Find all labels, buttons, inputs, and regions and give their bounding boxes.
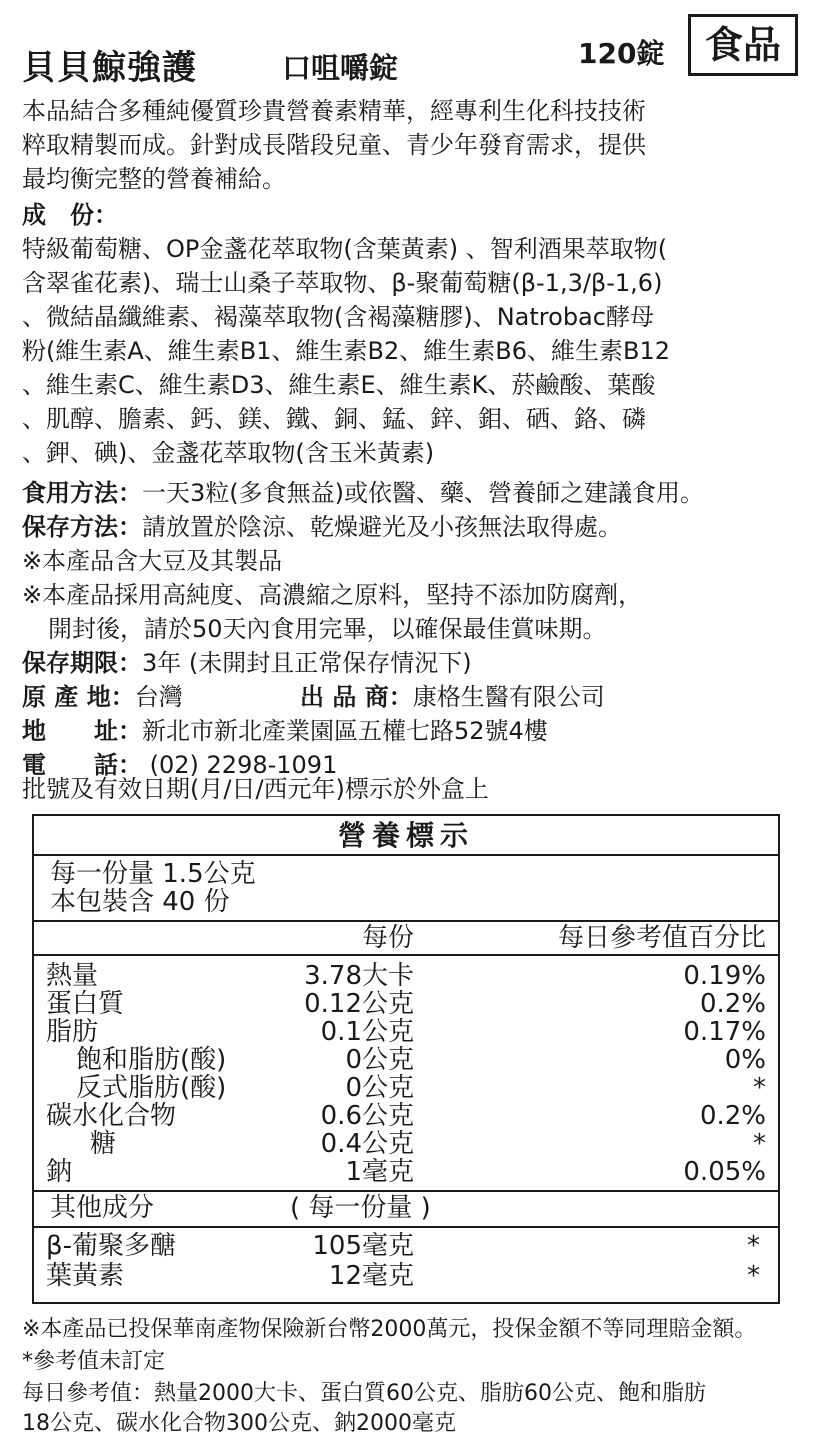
nutrient-name: 鈉	[46, 1157, 73, 1187]
col-daily-value: 每日參考值百分比	[557, 923, 766, 953]
other-daily: *	[747, 1261, 760, 1291]
usage-text: 一天3粒(多食無益)或依醫、藥、營養師之建議食用。	[142, 479, 704, 507]
nutrient-name: 飽和脂肪(酸)	[76, 1045, 227, 1075]
other-name: β-葡聚多醣	[46, 1231, 176, 1261]
nutrient-value: 0公克	[345, 1073, 414, 1103]
storage-row	[22, 510, 622, 544]
divider	[34, 920, 778, 922]
daily-reference-line-2: 18公克、碳水化合物300公克、鈉2000毫克	[22, 1411, 456, 1436]
nutrient-daily: 0.2%	[699, 989, 766, 1019]
nutrient-daily: *	[753, 1073, 766, 1103]
soy-note: ※本產品含大豆及其製品	[22, 547, 283, 575]
food-badge: 食品	[688, 14, 798, 76]
preservative-note: ※本產品採用高純度、高濃縮之原料，堅持不添加防腐劑，	[22, 581, 643, 609]
intro-line-1: 本品結合多種純優質珍貴營養素精華，經專利生化科技技術	[22, 97, 646, 125]
insurance-note: ※本產品已投保華南產物保險新台幣2000萬元，投保金額不等同理賠金額。	[22, 1317, 757, 1342]
intro-line-2: 粹取精製而成。針對成長階段兒童、青少年發育需求，提供	[22, 131, 646, 159]
other-ingredients-label: 其他成分	[50, 1193, 155, 1223]
other-value: 105毫克	[312, 1231, 414, 1261]
other-ingredients-unit: ( 每一份量 )	[290, 1193, 431, 1223]
usage-row	[22, 476, 704, 510]
manufacturer-row	[300, 680, 605, 714]
nutrient-value: 0.12公克	[304, 989, 414, 1019]
nutrient-daily: 0.17%	[683, 1017, 766, 1047]
origin-text: 台灣	[134, 683, 183, 711]
other-daily: *	[747, 1231, 760, 1261]
tablet-count: 120錠	[578, 37, 665, 70]
divider	[34, 1226, 778, 1228]
manufacturer-label: 出 品 商：	[300, 683, 413, 711]
nutrient-daily: *	[753, 1129, 766, 1159]
ingredients-line: 特級葡萄糖、OP金盞花萃取物(含葉黃素) 、智利酒果萃取物(	[22, 235, 668, 263]
nutrient-value: 0公克	[345, 1045, 414, 1075]
usage-label: 食用方法：	[22, 479, 142, 507]
nutrient-value: 3.78大卡	[304, 961, 414, 991]
opening-note: 開封後，請於50天內食用完畢，以確保最佳賞味期。	[48, 615, 607, 643]
divider	[34, 854, 778, 856]
shelf-life-label: 保存期限：	[22, 649, 142, 677]
ingredients-line: 含翠雀花素)、瑞士山桑子萃取物、β-聚葡萄糖(β-1,3/β-1,6)	[22, 269, 663, 297]
nutrient-value: 0.6公克	[320, 1101, 414, 1131]
nutrition-table	[32, 814, 780, 1304]
nutrient-daily: 0.05%	[683, 1157, 766, 1187]
nutrition-title: 營養標示	[337, 819, 474, 852]
shelf-life-text: 3年 (未開封且正常保存情況下)	[142, 649, 472, 677]
col-per-serving: 每份	[361, 923, 414, 953]
address-label: 地 址：	[22, 717, 142, 745]
phone-text: (02) 2298-1091	[142, 751, 338, 779]
manufacturer-text: 康格生醫有限公司	[412, 683, 605, 711]
origin-row	[22, 680, 183, 714]
nutrient-value: 0.1公克	[320, 1017, 414, 1047]
divider	[34, 1190, 778, 1192]
address-text: 新北市新北產業園區五權七路52號4樓	[142, 717, 548, 745]
servings-per-pack: 本包裝含 40 份	[50, 887, 230, 917]
daily-reference-line-1: 每日參考值：熱量2000大卡、蛋白質60公克、脂肪60公克、飽和脂肪	[22, 1381, 706, 1406]
intro-line-3: 最均衡完整的營養補給。	[22, 165, 286, 193]
ingredients-line: 、維生素C、維生素D3、維生素E、維生素K、菸鹼酸、葉酸	[22, 371, 656, 399]
reference-note: *參考值未訂定	[22, 1349, 166, 1374]
ingredients-label: 成 份：	[22, 201, 118, 229]
nutrient-name: 熱量	[46, 961, 99, 991]
nutrient-daily: 0.2%	[699, 1101, 766, 1131]
nutrient-daily: 0%	[724, 1045, 766, 1075]
ingredients-line: 粉(維生素A、維生素B1、維生素B2、維生素B6、維生素B12	[22, 337, 670, 365]
address-row	[22, 714, 548, 748]
serving-size: 每一份量 1.5公克	[50, 859, 256, 889]
ingredients-line: 、鉀、碘)、金盞花萃取物(含玉米黃素)	[22, 439, 435, 467]
shelf-life-row	[22, 646, 472, 680]
ingredients-line: 、微結晶纖維素、褐藻萃取物(含褐藻糖膠)、Natrobac酵母	[22, 303, 654, 331]
other-name: 葉黃素	[46, 1261, 125, 1291]
nutrient-name: 反式脂肪(酸)	[76, 1073, 227, 1103]
nutrient-daily: 0.19%	[683, 961, 766, 991]
nutrient-name: 碳水化合物	[46, 1101, 177, 1131]
nutrient-name: 糖	[90, 1129, 117, 1159]
ingredients-line: 、肌醇、膽素、鈣、鎂、鐵、銅、錳、鋅、鉬、硒、鉻、磷	[22, 405, 646, 433]
storage-label: 保存方法：	[22, 513, 142, 541]
nutrient-value: 1毫克	[345, 1157, 414, 1187]
product-subtitle: 口咀嚼錠	[282, 51, 399, 85]
other-value: 12毫克	[328, 1261, 414, 1291]
phone-label: 電 話：	[22, 751, 142, 779]
storage-text: 請放置於陰涼、乾燥避光及小孩無法取得處。	[142, 513, 622, 541]
nutrient-name: 蛋白質	[46, 989, 125, 1019]
nutrient-name: 脂肪	[46, 1017, 99, 1047]
origin-label: 原 產 地：	[22, 683, 135, 711]
batch-note: 批號及有效日期(月/日/西元年)標示於外盒上	[22, 775, 489, 803]
product-title: 貝貝鯨強護	[22, 48, 197, 88]
nutrient-value: 0.4公克	[320, 1129, 414, 1159]
divider	[34, 954, 778, 956]
